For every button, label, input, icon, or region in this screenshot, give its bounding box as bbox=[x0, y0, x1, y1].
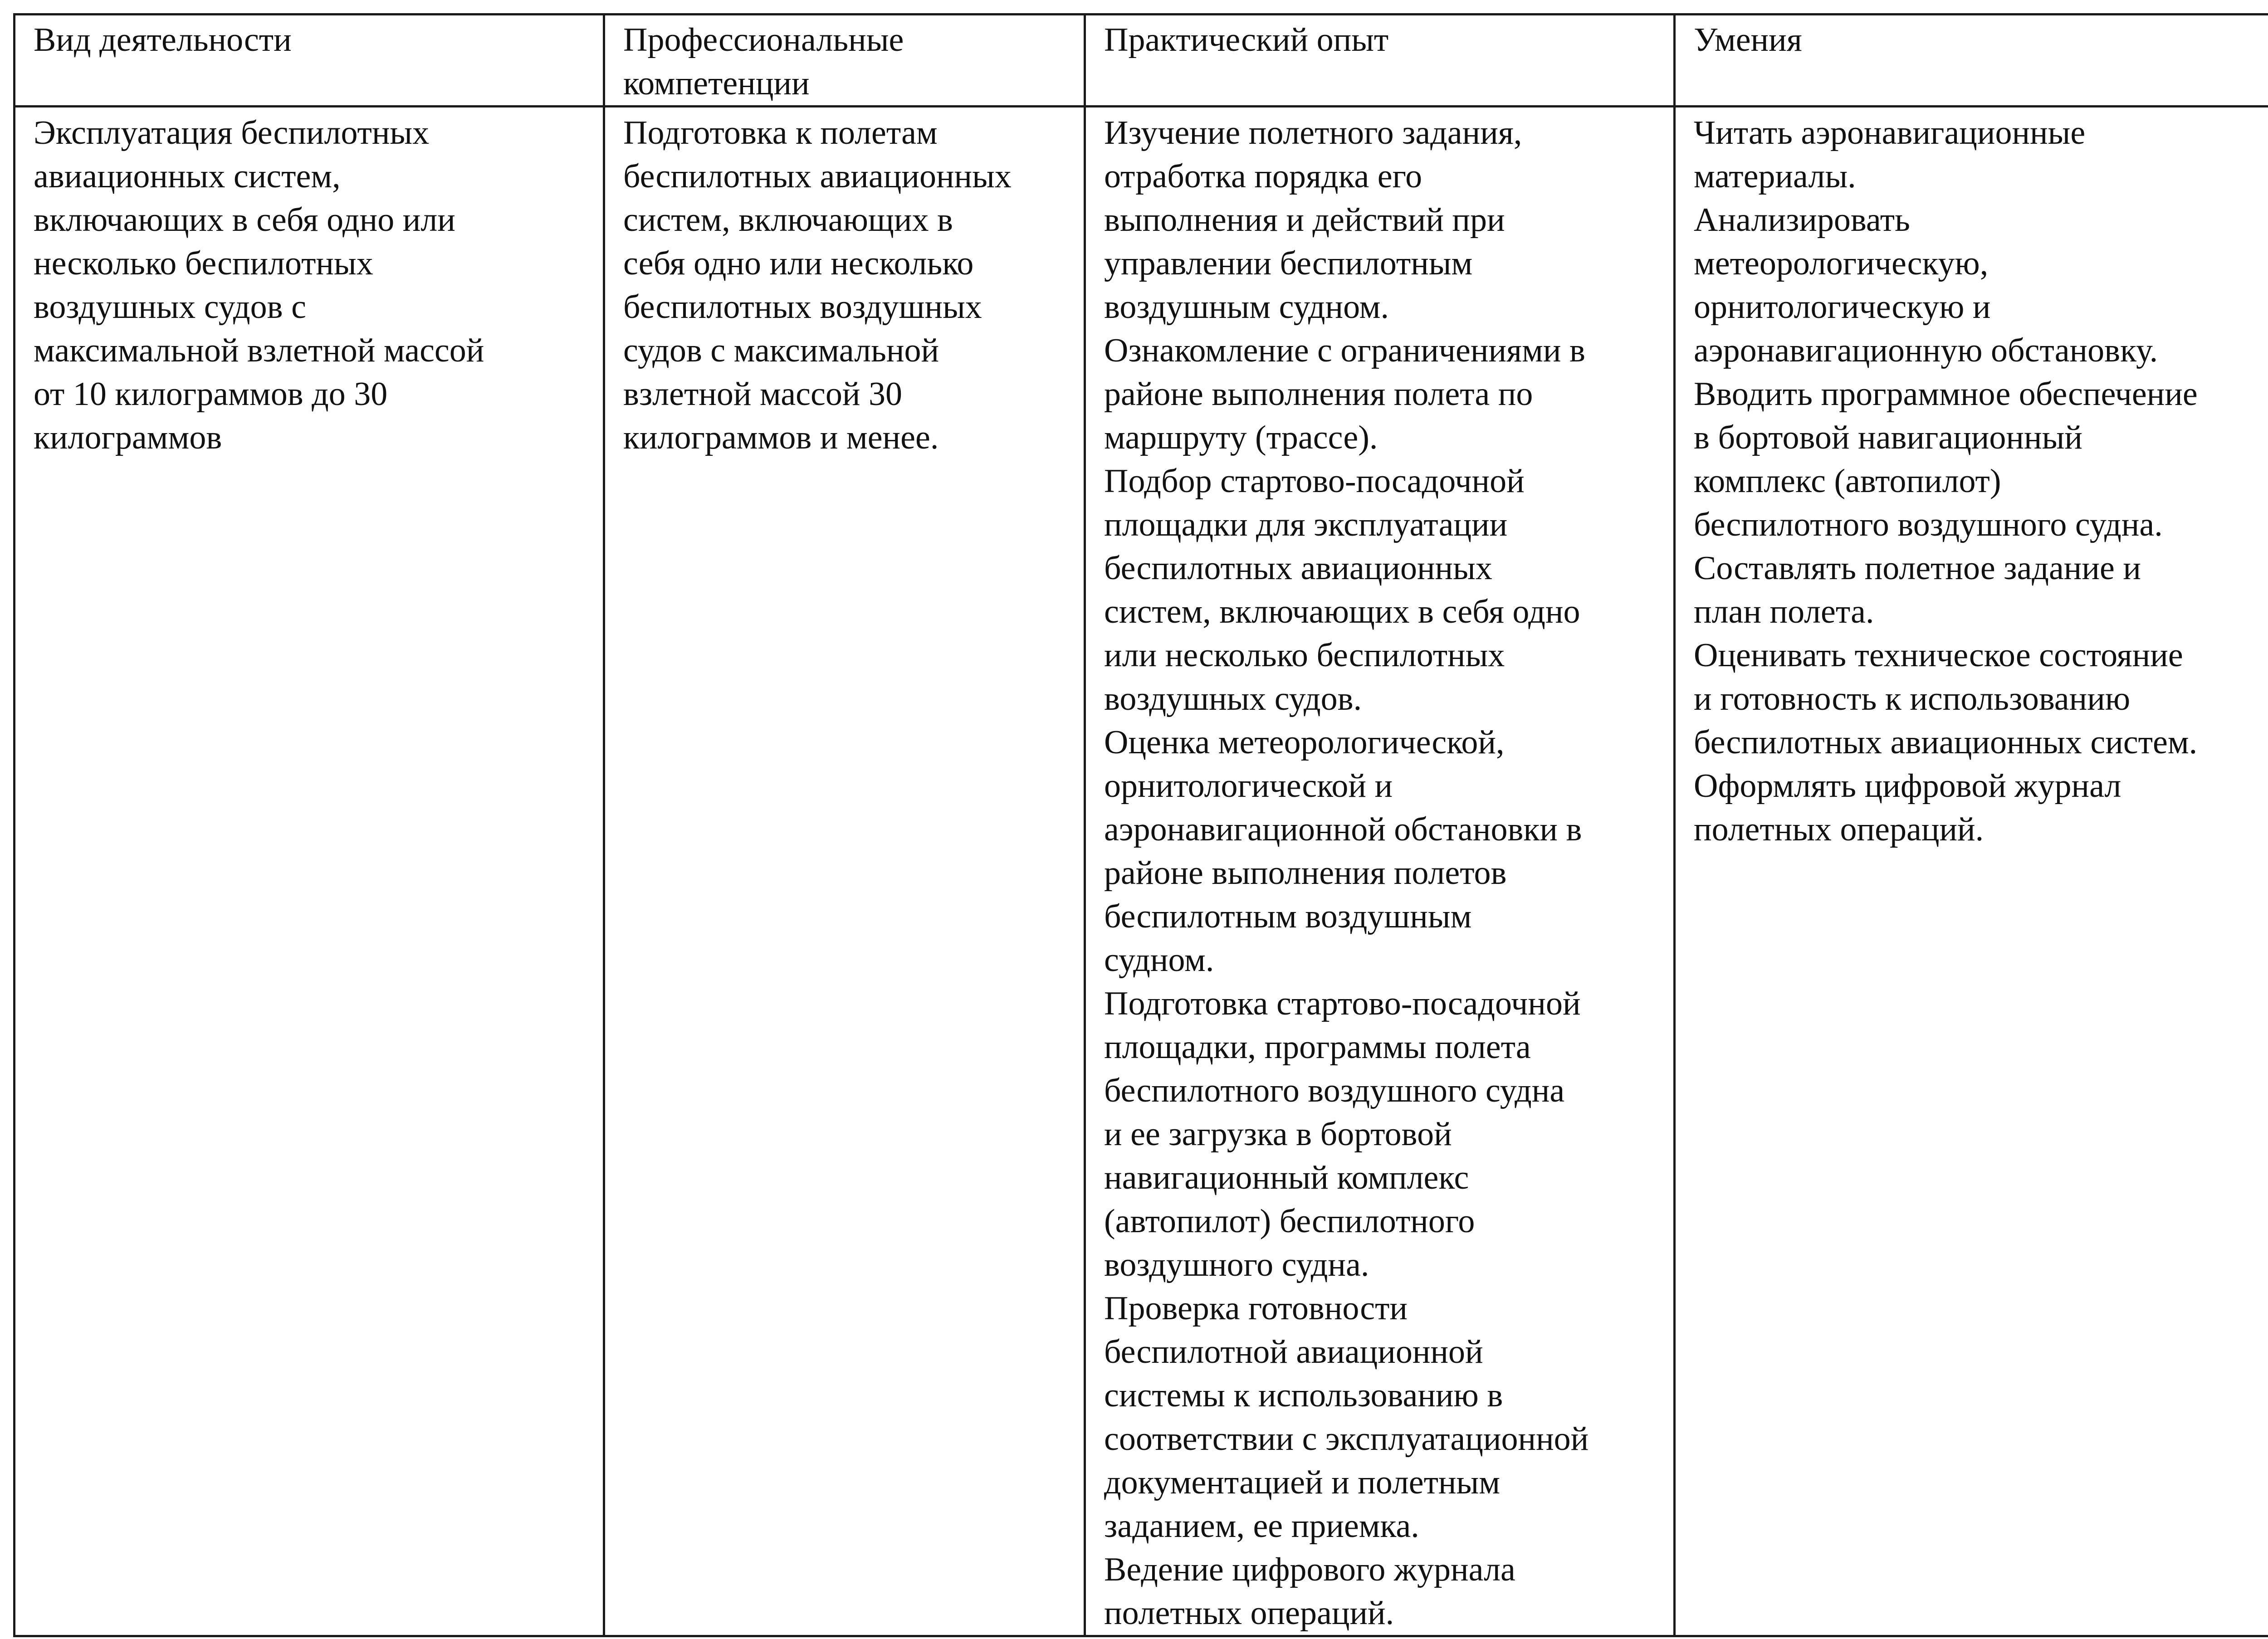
activity-text: Эксплуатация беспилотных авиационных систем, включающих в себя одно или несколько беспилотных воздушных судов с максимальной взлетной массой от 10 килограммов до 30 килограммов bbox=[34, 114, 484, 456]
header-experience-label: Практический опыт bbox=[1104, 21, 1389, 59]
competencies-text: Подготовка к полетам беспилотных авиационных систем, включающих в себя одно или несколько беспилотных воздушных судов с максимальной взлетной массой 30 килограммов и менее. bbox=[623, 114, 1012, 456]
header-cell-skills bbox=[1675, 15, 2268, 107]
cell-experience bbox=[1085, 107, 1675, 1636]
cell-competencies bbox=[604, 107, 1085, 1636]
header-cell-competencies bbox=[604, 15, 1085, 107]
header-cell-activity bbox=[15, 15, 604, 107]
competency-table bbox=[13, 13, 2268, 1637]
header-activity-label: Вид деятельности bbox=[34, 21, 292, 59]
experience-text: Изучение полетного задания, отработка порядка его выполнения и действий при управлении беспилотным воздушным судном. Ознакомление с ограничениями в районе выполнения полета по маршруту (трассе). Подбор стартово-посадочной площадки для эксплуатации беспилотных авиационных систем, включающих в себя одно или несколько беспилотных воздушных судов. Оценка метеорологической, орнитологической и аэронавигационной обстановки в районе выполнения полетов беспилотным воздушным судном. Подготовка стартово-посадочной площадки, программы полета беспилотного воздушного судна и ее загрузка в бортовой навигационный комплекс (автопилот) беспилотного воздушного судна. Проверка готовности беспилотной авиационной системы к использованию в соответствии с эксплуатационной документацией и полетным заданием, ее приемка. Ведение цифрового журнала полетных операций. bbox=[1104, 114, 1589, 1632]
cell-skills bbox=[1675, 107, 2268, 1636]
table-header-row bbox=[15, 15, 2268, 107]
header-cell-experience bbox=[1085, 15, 1675, 107]
skills-text: Читать аэронавигационные материалы. Анализировать метеорологическую, орнитологическую и аэронавигационную обстановку. Вводить программное обеспечение в бортовой навигационный комплекс (автопилот) беспилотного воздушного судна. Составлять полетное задание и план полета. Оценивать техническое состояние и готовность к использованию беспилотных авиационных систем. Оформлять цифровой журнал полетных операций. bbox=[1694, 114, 2198, 848]
header-competencies-label: Профессиональные компетенции bbox=[623, 21, 904, 102]
header-skills-label: Умения bbox=[1694, 21, 1802, 59]
table-row bbox=[15, 107, 2268, 1636]
cell-activity bbox=[15, 107, 604, 1636]
